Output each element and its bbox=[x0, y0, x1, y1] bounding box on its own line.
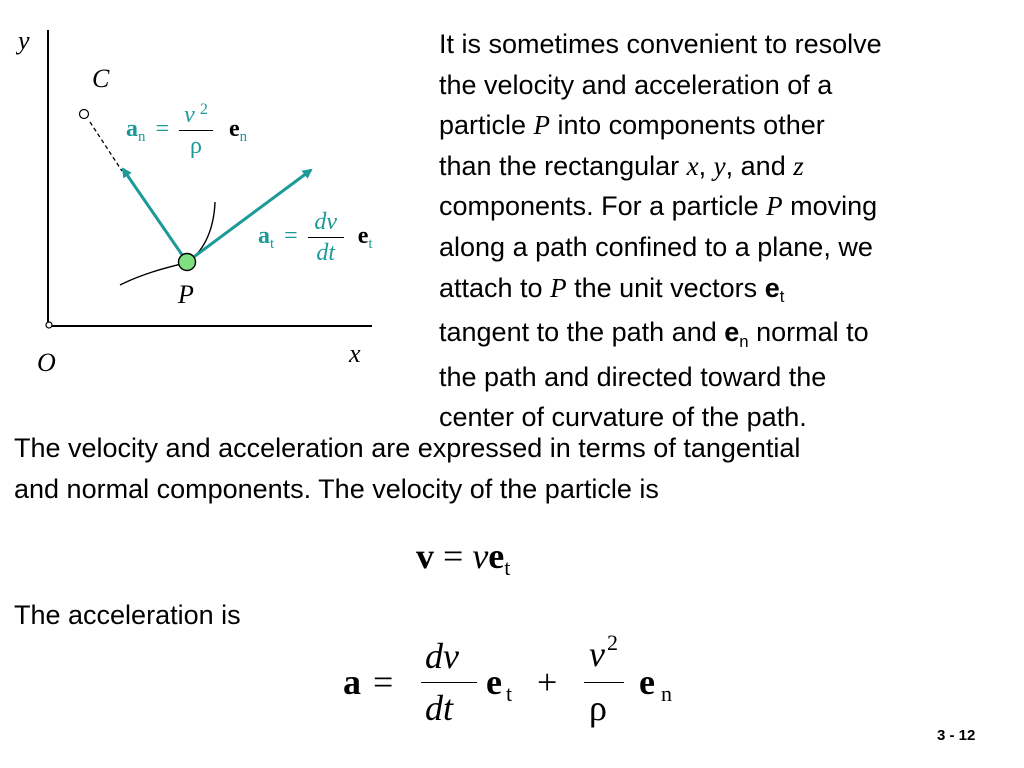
speed-symbol: v bbox=[472, 536, 489, 576]
radius-dashed-line bbox=[90, 122, 122, 171]
acceleration-en-symbol: e bbox=[639, 662, 655, 702]
at-denominator: dt bbox=[316, 240, 336, 266]
acceleration-plus: + bbox=[537, 662, 558, 702]
acceleration-et-symbol: e bbox=[486, 662, 502, 702]
components-paragraph bbox=[14, 428, 1019, 509]
an-symbol: a bbox=[126, 116, 138, 143]
velocity-equation bbox=[416, 535, 511, 581]
normal-acceleration-vector bbox=[123, 169, 187, 262]
intro-paragraph bbox=[439, 24, 1009, 438]
acceleration-fraction2-exponent: 2 bbox=[607, 630, 618, 655]
normal-acceleration-equation bbox=[126, 103, 247, 158]
particle-label: P bbox=[178, 280, 194, 309]
components-line-2: and normal components. The velocity of the particle is bbox=[14, 473, 659, 504]
at-symbol: a bbox=[258, 223, 270, 250]
origin-point bbox=[46, 322, 52, 328]
acceleration-fraction2-denominator: ρ bbox=[589, 688, 607, 728]
acceleration-vector-symbol: a bbox=[343, 662, 361, 702]
tangential-acceleration-equation bbox=[258, 210, 372, 265]
an-fraction bbox=[179, 103, 213, 158]
intro-line-2: the velocity and acceleration of a bbox=[439, 69, 833, 100]
acceleration-equation bbox=[343, 632, 703, 728]
intro-line-9: the path and directed toward the bbox=[439, 361, 827, 392]
intro-line-10: center of curvature of the path. bbox=[439, 402, 807, 433]
acceleration-equals: = bbox=[373, 662, 394, 702]
intro-line-3: particle P into components other bbox=[439, 110, 825, 141]
x-axis-label: x bbox=[349, 339, 361, 368]
slide-number: 3 - 12 bbox=[937, 727, 976, 744]
center-of-curvature-point bbox=[80, 110, 89, 119]
acceleration-fraction1-bar bbox=[421, 682, 477, 683]
acceleration-fraction2-bar bbox=[584, 682, 624, 683]
particle-point bbox=[179, 254, 196, 271]
at-numerator: dv bbox=[314, 209, 338, 235]
at-fraction bbox=[308, 210, 344, 265]
y-axis-label: y bbox=[18, 26, 30, 55]
acceleration-fraction1-denominator: dt bbox=[425, 688, 454, 728]
velocity-vector-symbol: v bbox=[416, 536, 434, 576]
center-of-curvature-label: C bbox=[92, 64, 110, 93]
en-vector-symbol: e bbox=[228, 116, 240, 143]
acceleration-fraction1-numerator: dv bbox=[425, 636, 459, 676]
velocity-equals: = bbox=[434, 536, 473, 576]
an-subscript: n bbox=[138, 128, 146, 145]
origin-label: O bbox=[37, 348, 56, 377]
intro-line-5: components. For a particle P moving bbox=[439, 191, 878, 222]
acceleration-label: The acceleration is bbox=[14, 600, 241, 630]
acceleration-fraction2-numerator: v bbox=[589, 634, 605, 674]
velocity-et-symbol: e bbox=[488, 536, 505, 576]
intro-line-1: It is sometimes convenient to resolve bbox=[439, 29, 882, 59]
intro-line-4: than the rectangular x, y, and z bbox=[439, 150, 804, 181]
intro-line-7: attach to P the unit vectors et bbox=[439, 272, 785, 306]
et-vector-subscript: t bbox=[368, 235, 373, 252]
at-subscript: t bbox=[270, 235, 275, 252]
particle-path-curve bbox=[120, 202, 215, 285]
en-vector-subscript: n bbox=[239, 128, 248, 145]
acceleration-en-subscript: n bbox=[661, 681, 672, 706]
velocity-et-subscript: t bbox=[504, 555, 511, 581]
at-equals: = bbox=[284, 223, 298, 250]
acceleration-et-subscript: t bbox=[506, 681, 513, 706]
intro-line-8: tangent to the path and en normal to bbox=[439, 317, 869, 351]
an-numerator: v bbox=[184, 102, 195, 128]
et-vector-symbol: e bbox=[357, 223, 369, 250]
an-denominator: ρ bbox=[189, 133, 202, 159]
components-line-1: The velocity and acceleration are expressed in terms of tangential bbox=[14, 433, 801, 463]
an-numerator-exponent: 2 bbox=[199, 101, 208, 118]
intro-line-6: along a path confined to a plane, we bbox=[439, 231, 873, 262]
an-equals: = bbox=[155, 116, 169, 143]
